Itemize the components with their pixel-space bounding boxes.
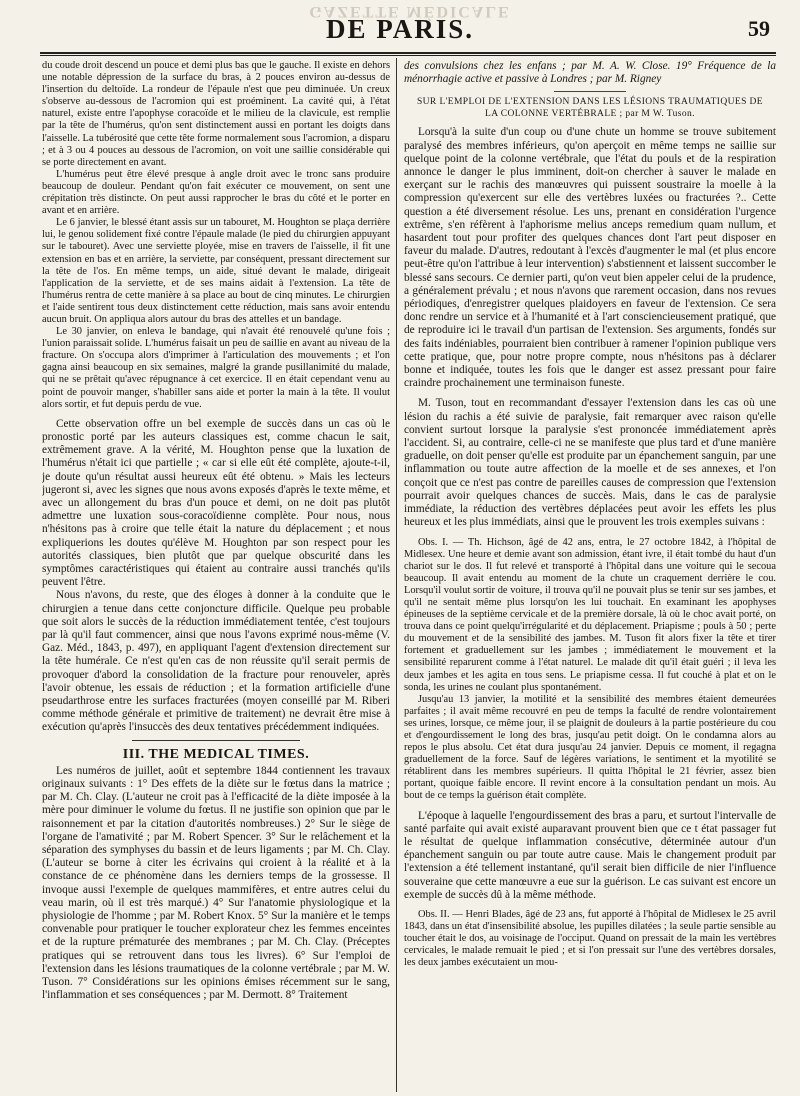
paragraph: Cette observation offre un bel exemple de succès dans un cas où le pronostic porté par les auteurs classiques est, comme chacun le sait, extrêmement grave. A la vérité, M. Houghton pense que la luxation de l'humérus n'était ici que partielle ; « car si elle eût été complète, ajoute-t-il, je doute qu'un résultat aussi heureux eût été obtenu. » Mais les lecteurs jugeront si, avec les signes que nous avons exposés d'après le texte même, et avec un allongement du bras d'un pouce et demi, on ne doit pas plutôt admettre une luxation sous-coracoïdienne complète. Pour nous, nous n'hésitons pas à croire que telle était la nature du déplacement ; et nous expliquerions les doutes qu'élève M. Houghton par son respect pour les autorités classiques, bien plutôt que par quelque obscurité dans les symptômes caractéristiques qui étaient au contraire aussi tranchés qu'ils peuvent l'être. bbox=[42, 417, 390, 589]
paragraph: M. Tuson, tout en recommandant d'essayer l'extension dans les cas où une lésion du rachis a été suivie de paralysie, fait remarquer avec raison qu'elle convient surtout lorsque la paralysie s'est prononcée immédiatement après l'accident. Si, au contraire, celle-ci ne se manifeste que plus tard et d'une manière graduelle, on doit penser qu'elle est produite par un épanchement sanguin, par une inflammation ou toute autre affection de la moelle et de ses annexes, et l'on conçoit que ce n'est pas contre de pareilles causes de compression que l'extension pourrait avoir quelques chances de succès. Mais, dans le cas de paralysie immédiate, la réduction des vertèbres déplacées peut avoir les effets les plus heureux et les plus immédiats, ainsi que le prouvent les trois exemples suivans : bbox=[404, 397, 776, 529]
header-rule bbox=[40, 52, 776, 54]
header-rule-thin bbox=[40, 55, 776, 56]
observation-paragraph: Obs. I. — Th. Hichson, âgé de 42 ans, entra, le 27 octobre 1842, à l'hôpital de Midlesex. Une heure et demie avant son admission, étant ivre, il était tombé du haut d'un chariot sur le dos. Il fut relevé et transporté à l'hôpital dans une voiture qui le secoua beaucoup. Il avait entendu au moment de la chute un craquement derrière le cou. Lorsqu'il voulut sortir de voiture, il trouva qu'il ne pouvait plus se tenir sur ses jambes, et qu'il ne sentait même plus lorsqu'on les lui touchait. En examinant les apophyses épineuses de la septième cervicale et de la première dorsale, là où le choc avait porté, on trouva dans ce point quelqu'irrégularité et du déplacement. Priapisme ; pouls à 50 ; perte du mouvement et de la sensibilité des jambes. M. Tuson fit alors fixer la tête et tirer fortement et graduellement sur les jambes ; immédiatement le mouvement et la sensibilité reparurent comme à l'état naturel. Le malade dit qu'il était guéri ; il leva les deux jambes et les agita en tous sens. Le priapisme cessa. Il fut couché à plat et on le sonda, les urines ne coulant plus spontanément. bbox=[404, 536, 776, 693]
paragraph: Les numéros de juillet, août et septembre 1844 contiennent les travaux originaux suivants : 1° Des effets de la diète sur le fœtus dans la matrice ; par M. Ch. Clay. (L'auteur ne croit pas à l'efficacité de la diète imposée à la mère pour diminuer le volume du fœtus. Il ne justifie son opinion que par le raisonnement et par la citation d'autorités nombreuses.) 2° Sur le siège de l'organe de l'amativité ; par M. Robert Spencer. 3° Sur le relâchement et la séparation des symphyses du bassin et de leurs ligaments ; par M. Ch. Clay. (L'auteur se borne à citer les écrivains qui croient à la réalité et à la constance de ce phénomène dans les derniers temps de la grossesse. Il invoque aussi l'exemple de quelques mammifères, et entre autres celui du veau marin, où il est très marqué.) 4° Sur l'anatomie physiologique et la physiologie de l'homme ; par M. Robert Knox. 5° Sur la manière et le temps convenable pour pratiquer le toucher explorateur chez les femmes enceintes et de la rupture prématurée des membranes ; par M. Ch. Clay. (Préceptes pratiques qui se retrouvent dans tous les livres). 6° Sur l'emploi de l'extension dans les lésions traumatiques de la colonne vertébrale ; par M. W. Tuson. 7° Considérations sur les opinions émises récemment sur le sang, l'inflammation et ses conséquences ; par M. Dermott. 8° Traitement bbox=[42, 764, 390, 1002]
page-title: DE PARIS. bbox=[325, 14, 475, 44]
bleed-through-text: GAZETTE MÉDICALE bbox=[309, 3, 511, 20]
paragraph: Le 6 janvier, le blessé étant assis sur un tabouret, M. Houghton se plaça derrière lui, le genou solidement fixé contre l'épaule malade (le pied du chirurgien appuyant sur le tabouret). Avec une serviette ployée, mise en travers de l'aisselle, il fit une extension en bas et en arrière, la serviette, par conséquent, pressant directement sur la tête de l'os. En même temps, un aide, situé devant le malade, dirigeait l'application de la serviette, et de ses mains aidait à l'extension. La tête de l'humérus rentra de cette manière à sa place au bout de cinq minutes. Le chirurgien et l'aide sentirent tous deux distinctement cette réduction, mais sans avoir entendu aucun bruit. On appliqua alors autour du bras des attelles et un bandage. bbox=[42, 217, 390, 325]
section-heading: III. THE MEDICAL TIMES. bbox=[122, 746, 310, 762]
paragraph: Lorsqu'à la suite d'un coup ou d'une chute un homme se trouve subitement paralysé des membres inférieurs, qu'on aperçoit en même temps ne saillie sur quelque point de la colonne vertébrale, que l'état du pouls et de la respiration annonce le danger le plus imminent, doit-on chercher à sauver le malade en exerçant sur le rachis des manœuvres qui puissent soustraire la moelle à la compression qu'exercent sur elle des vertèbres luxées ou fracturées ?.. Cette question a été diversement résolue. Les uns, prenant en considération l'urgence extrême, s'en réfèrent à l'aphorisme melius anceps remedium quam nullum, et hasardent tout pour profiter des quelques chances dont l'art peut disposer en faveur du malade. D'autres, redoutant à l'excès d'augmenter le mal (et plus encore peut-être qu'on l'attribue à leur intervention) s'abstiennent et laissent succomber le blessé sans secours. Ce dernier parti, qu'on veut bien appeler celui de la prudence, a généralement prévalu ; et nous n'avons que rarement occasion, dans nos revues périodiques, d'enregistrer quelques plaidoyers en faveur de l'extension. Ce sera donc rendre un service et à l'humanité et à l'art consciencieusement pratiqué, que de reproduire ici le travail d'un partisan de l'extension. Ses arguments, fondés sur des faits indéniables, pourraient bien contribuer à ramener l'opinion publique vers cette pratique, que, pour notre propre compte, nous n'hésitons pas à déclarer bonne et indiquée, toutes les fois que le danger est assez pressant pour faire craindre prochainement une terminaison funeste. bbox=[404, 126, 776, 390]
paragraph: Le 30 janvier, on enleva le bandage, qui n'avait été renouvelé qu'une fois ; l'union paraissait solide. L'humérus faisait un peu de saillie en avant au niveau de la fracture. On s'occupa alors d'imprimer à l'articulation des mouvements ; et l'on gagna ainsi beaucoup en six semaines, malgré la grande pusillanimité du malade, qui ne se prêtait qu'avec répugnance à cet exercice. Il en était cependant venu au point de pouvoir manger, s'habiller sans aide et porter la main à la tête. Il voulut alors sortir, et fut depuis perdu de vue. bbox=[42, 326, 390, 410]
article-title: SUR L'EMPLOI DE L'EXTENSION DANS LES LÉSIONS TRAUMATIQUES DE LA COLONNE VERTÉBRALE ; par M W. Tuson. bbox=[416, 97, 764, 120]
right-column bbox=[404, 60, 776, 1090]
page-number: 59 bbox=[748, 16, 770, 41]
left-column bbox=[42, 60, 390, 1090]
article-divider bbox=[554, 91, 626, 92]
observation-paragraph: Obs. II. — Henri Blades, âgé de 23 ans, fut apporté à l'hôpital de Midlesex le 25 avril 1843, dans un état d'insensibilité absolue, les pupilles dilatées ; la seule partie sensible au toucher était le dos, au voisinage de l'occiput. Quand on pressait de la main les vertèbres cervicales, le malade remuait le pied ; et si l'on pressait sur l'une des vertèbres dorsales, les deux jambes exécutaient un mou- bbox=[404, 908, 776, 969]
paragraph: L'époque à laquelle l'engourdissement des bras a paru, et surtout l'intervalle de santé parfaite qui avait existé auparavant prouvent bien que ce t état passager fut le résultat de quelque inflammation consécutive, déterminée autour d'un épanchement sanguin ou par toute autre cause. Mais le changement produit par l'extension a été tellement instantané, qu'il serait bien difficile de nier l'influence souveraine que cette manœuvre a eue sur la guérison. Le cas suivant est encore un exemple de succès dû à la même méthode. bbox=[404, 809, 776, 901]
paragraph: des convulsions chez les enfans ; par M. A. W. Close. 19° Fréquence de la ménorrhagie active et passive à Londres ; par M. Rigney bbox=[404, 60, 776, 86]
paragraph: Nous n'avons, du reste, que des éloges à donner à la conduite que le chirurgien a tenue dans cette conjoncture difficile. Quelque peu probable que soit alors le succès de la réduction immédiatement tentée, c'est toujours par là qu'il faut commencer, ainsi que nous l'avons exprimé nous-même (V. Gaz. Méd., 1843, p. 497), en appliquant l'agent d'extension directement sur la tête humérale. Ce n'est qu'en cas de non réussite qu'il serait permis de provoquer d'abord la consolidation de la fracture pour renouveler, après l'avoir obtenue, les essais de réduction ; et la formation artificielle d'une pseudarthrose entre les surfaces fracturées (moyen conseillé par M. Riberi comme méthode générale et primitive de traitement) ne devrait être mise à exécution qu'après l'insuccès des deux tentatives précédemment indiquées. bbox=[42, 589, 390, 734]
paragraph: L'humérus peut être élevé presque à angle droit avec le tronc sans produire beaucoup de douleur. Pendant qu'on fait exécuter ce mouvement, on sent une crépitation très distincte. On peut aussi rapprocher le bras du côté et le porter en avant et en arrière. bbox=[42, 168, 390, 217]
paragraph: du coude droit descend un pouce et demi plus bas que le gauche. Il existe en dehors une notable dépression de la surface du bras, à 2 pouces environ au-dessus de l'insertion du deltoïde. La rondeur de l'épaule n'est que peu diminuée. Un creux s'observe au-dessous de l'acromion qui est proéminent. La cavité qui, à l'état naturel, existe entre l'apophyse coracoïde et le milieu de la clavicule, est remplie par la tête de l'humérus, qu'on sent distinctement aussi en portant les doigts dans l'aisselle. La tubérosité que cette tête forme normalement sous l'acromion, a disparu ; et à 3 ou 4 pouces au dessous de l'acromion, on voit une saillie considérable qui se porte directement en avant. bbox=[42, 60, 390, 168]
section-rule bbox=[132, 740, 300, 741]
column-separator bbox=[396, 58, 397, 1092]
observation-paragraph: Jusqu'au 13 janvier, la motilité et la sensibilité des membres étaient demeurées parfaites ; il avait même recouvré en peu de temps la faculté de rendre volontairement ses urines, lorsque, ce même jour, il se plaignit de douleurs à la partie postérieure du cou et d'engourdissement le long des bras, jusqu'au petit doigt. On le condamna alors au repos le plus absolu. Cet état dura jusqu'au 24 janvier. Depuis ce moment, il regagna graduellement de la force. Sauf de légères variations, le sentiment et la myotilité se rétablirent dans les membres supérieurs. Il quitta l'hôpital le 21 février, assez bien portant, quoique faible encore. Il revint encore à la consultation pendant un mois. Au bout de ce temps la guérison était complète. bbox=[404, 693, 776, 802]
